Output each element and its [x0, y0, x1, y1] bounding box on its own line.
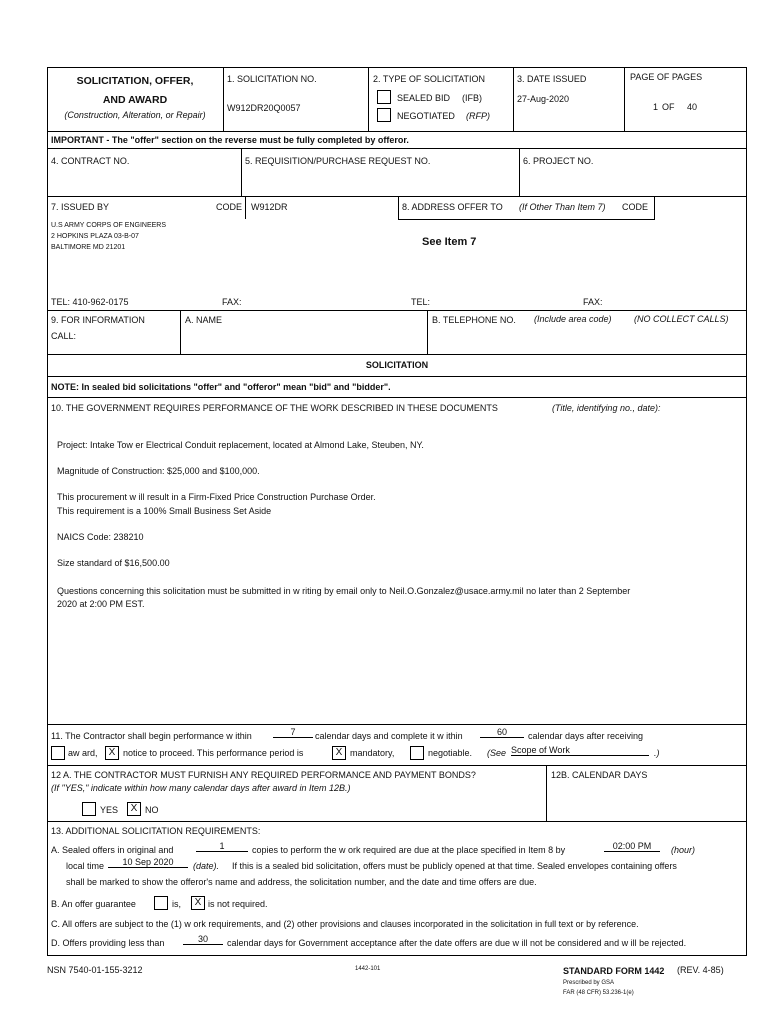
questions-statement-line1: Questions concerning this solicitation must be submitted in w riting by email only to Neil.O.Gonzalez@usace.army.mil no later than 2 September: [57, 586, 631, 596]
see-close: .): [654, 748, 660, 758]
questions-statement-line2: 2020 at 2:00 PM EST.: [57, 599, 145, 609]
form-title-line2: AND AWARD: [102, 94, 168, 106]
notice-to-proceed-checkbox[interactable]: X: [105, 746, 119, 760]
telephone-area-code-note: (Include area code): [534, 314, 612, 324]
item11-text-receiving: calendar days after receiving: [528, 731, 644, 741]
item11-text-start: 11. The Contractor shall begin performance w ithin: [51, 731, 252, 741]
negotiated-abbr: (RFP): [466, 111, 490, 121]
form-title-subtitle: (Construction, Alteration, or Repair): [64, 110, 206, 120]
local-time-label: local time: [66, 861, 105, 871]
page-number: 1: [653, 102, 659, 112]
item13a-text2: copies to perform the w ork required are due at the place specified in Item 8 by: [252, 845, 566, 855]
complete-days-field[interactable]: 60: [480, 727, 524, 738]
guarantee-is-label: is,: [172, 899, 181, 909]
contact-name-label: A. NAME: [185, 315, 223, 325]
start-days-field[interactable]: 7: [273, 727, 313, 738]
item12a-label: 12 A. THE CONTRACTOR MUST FURNISH ANY REQUIRED PERFORMANCE AND PAYMENT BONDS?: [51, 770, 476, 780]
due-date-field[interactable]: 10 Sep 2020: [108, 857, 188, 868]
important-notice: IMPORTANT - The "offer" section on the reverse must be fully completed by offeror.: [51, 135, 409, 145]
bonds-yes-checkbox[interactable]: [82, 802, 96, 816]
solicitation-no-value[interactable]: W912DR20Q0057: [227, 103, 301, 113]
set-aside-statement: This requirement is a 100% Small Business Set Aside: [57, 506, 272, 516]
sealed-bid-note: NOTE: In sealed bid solicitations "offer" and "offeror" mean "bid" and "bidder".: [51, 382, 391, 392]
procurement-type: This procurement w ill result in a Firm-Fixed Price Construction Purchase Order.: [57, 492, 376, 502]
offer-telephone: TEL:: [411, 297, 431, 307]
item12b-label: 12B. CALENDAR DAYS: [551, 770, 648, 780]
item13-label: 13. ADDITIONAL SOLICITATION REQUIREMENTS:: [51, 826, 261, 836]
item10-subtitle: (Title, identifying no., date):: [552, 403, 661, 413]
size-standard: Size standard of $16,500.00: [57, 558, 170, 568]
guarantee-not-required-label: is not required.: [208, 899, 268, 909]
notice-to-proceed-label: notice to proceed. This performance period is: [123, 748, 304, 758]
bonds-no-label: NO: [145, 805, 159, 815]
date-issued-value[interactable]: 27-Aug-2020: [517, 94, 570, 104]
solicitation-type-label: 2. TYPE OF SOLICITATION: [373, 74, 486, 84]
form-title-line1: SOLICITATION, OFFER,: [76, 75, 194, 87]
issued-by-code-label: CODE: [216, 202, 243, 212]
prescribed-by: Prescribed by GSA: [563, 980, 615, 986]
form-code: 1442-101: [355, 966, 381, 972]
standard-form-name: STANDARD FORM 1442: [563, 966, 665, 976]
no-collect-calls-note: (NO COLLECT CALLS): [634, 314, 729, 324]
item12a-subtitle: (If "YES," indicate within how many calendar days after award in Item 12B.): [51, 783, 351, 793]
issuer-address-line3: BALTIMORE MD 21201: [51, 244, 126, 251]
negotiated-checkbox[interactable]: [377, 108, 391, 122]
date-issued-label: 3. DATE ISSUED: [517, 74, 587, 84]
award-label: aw ard,: [68, 748, 98, 758]
issuer-address-line1: U.S ARMY CORPS OF ENGINEERS: [51, 222, 167, 229]
address-offer-to-sub: (If Other Than Item 7): [519, 202, 606, 212]
mandatory-checkbox[interactable]: X: [332, 746, 346, 760]
sealed-bid-abbr: (IFB): [462, 93, 482, 103]
page-of-text: OF: [662, 102, 675, 112]
issuer-fax: FAX:: [222, 297, 242, 307]
item11-text-complete: calendar days and complete it w ithin: [315, 731, 463, 741]
page-total: 40: [687, 102, 698, 112]
item13c-text: C. All offers are subject to the (1) w ork requirements, and (2) other provisions and clauses incorporated in the solicitation in full text or by reference.: [51, 919, 639, 929]
issuer-address-line2: 2 HOPKINS PLAZA 03-B-07: [51, 233, 139, 240]
for-information-call: CALL:: [51, 331, 77, 341]
contract-no-label: 4. CONTRACT NO.: [51, 156, 130, 166]
for-information-label: 9. FOR INFORMATION: [51, 315, 145, 325]
date-label: (date).: [193, 861, 220, 871]
award-checkbox[interactable]: [51, 746, 65, 760]
address-offer-to-label: 8. ADDRESS OFFER TO: [402, 202, 503, 212]
requisition-no-label: 5. REQUISITION/PURCHASE REQUEST NO.: [245, 156, 431, 166]
telephone-label: B. TELEPHONE NO.: [432, 315, 516, 325]
acceptance-days-field[interactable]: 30: [183, 934, 223, 945]
bonds-no-checkbox[interactable]: X: [127, 802, 141, 816]
sealed-bid-checkbox[interactable]: [377, 90, 391, 104]
guarantee-not-required-checkbox[interactable]: X: [191, 896, 205, 910]
offer-code-label: CODE: [622, 202, 649, 212]
hour-label: (hour): [671, 845, 696, 855]
page-of-pages-label: PAGE OF PAGES: [630, 72, 703, 82]
due-time-field[interactable]: 02:00 PM: [604, 841, 660, 852]
project-description: Project: Intake Tow er Electrical Conduit replacement, located at Almond Lake, Steuben, NY.: [57, 440, 424, 450]
solicitation-heading: SOLICITATION: [365, 360, 429, 370]
sealed-bid-label: SEALED BID: [397, 93, 451, 103]
naics-code: NAICS Code: 238210: [57, 532, 144, 542]
negotiated-label: NEGOTIATED: [397, 111, 455, 121]
item13a-text1: A. Sealed offers in original and: [51, 845, 174, 855]
negotiable-label: negotiable.: [428, 748, 473, 758]
copies-field[interactable]: 1: [196, 841, 248, 852]
form-revision: (REV. 4-85): [677, 965, 724, 975]
item13a-text4: If this is a sealed bid solicitation, offers must be publicly opened at that time. Sealed envelopes containing offers: [232, 861, 677, 871]
solicitation-no-label: 1. SOLICITATION NO.: [227, 74, 317, 84]
see-item-7: See Item 7: [422, 236, 477, 248]
offer-fax: FAX:: [583, 297, 603, 307]
guarantee-is-checkbox[interactable]: [154, 896, 168, 910]
item13b-text: B. An offer guarantee: [51, 899, 136, 909]
item13d-text1: D. Offers providing less than: [51, 938, 165, 948]
see-reference-field[interactable]: Scope of Work: [511, 745, 649, 756]
issued-by-code-value[interactable]: W912DR: [251, 202, 288, 212]
magnitude-of-construction: Magnitude of Construction: $25,000 and $100,000.: [57, 466, 260, 476]
item10-label: 10. THE GOVERNMENT REQUIRES PERFORMANCE OF THE WORK DESCRIBED IN THESE DOCUMENTS: [51, 403, 498, 413]
bonds-yes-label: YES: [100, 805, 119, 815]
see-label: (See: [487, 748, 507, 758]
item13d-text2: calendar days for Government acceptance after the date offers are due w ill not be considered and w ill be rejected.: [227, 938, 687, 948]
mandatory-label: mandatory,: [350, 748, 395, 758]
project-no-label: 6. PROJECT NO.: [523, 156, 594, 166]
issuer-telephone: TEL: 410-962-0175: [51, 297, 129, 307]
negotiable-checkbox[interactable]: [410, 746, 424, 760]
item13a-text5: shall be marked to show the offeror's name and address, the solicitation number, and the date and time offers are due.: [66, 877, 537, 887]
far-reference: FAR (48 CFR) 53.236-1(e): [563, 990, 634, 996]
nsn-number: NSN 7540-01-155-3212: [47, 965, 143, 975]
issued-by-label: 7. ISSUED BY: [51, 202, 110, 212]
